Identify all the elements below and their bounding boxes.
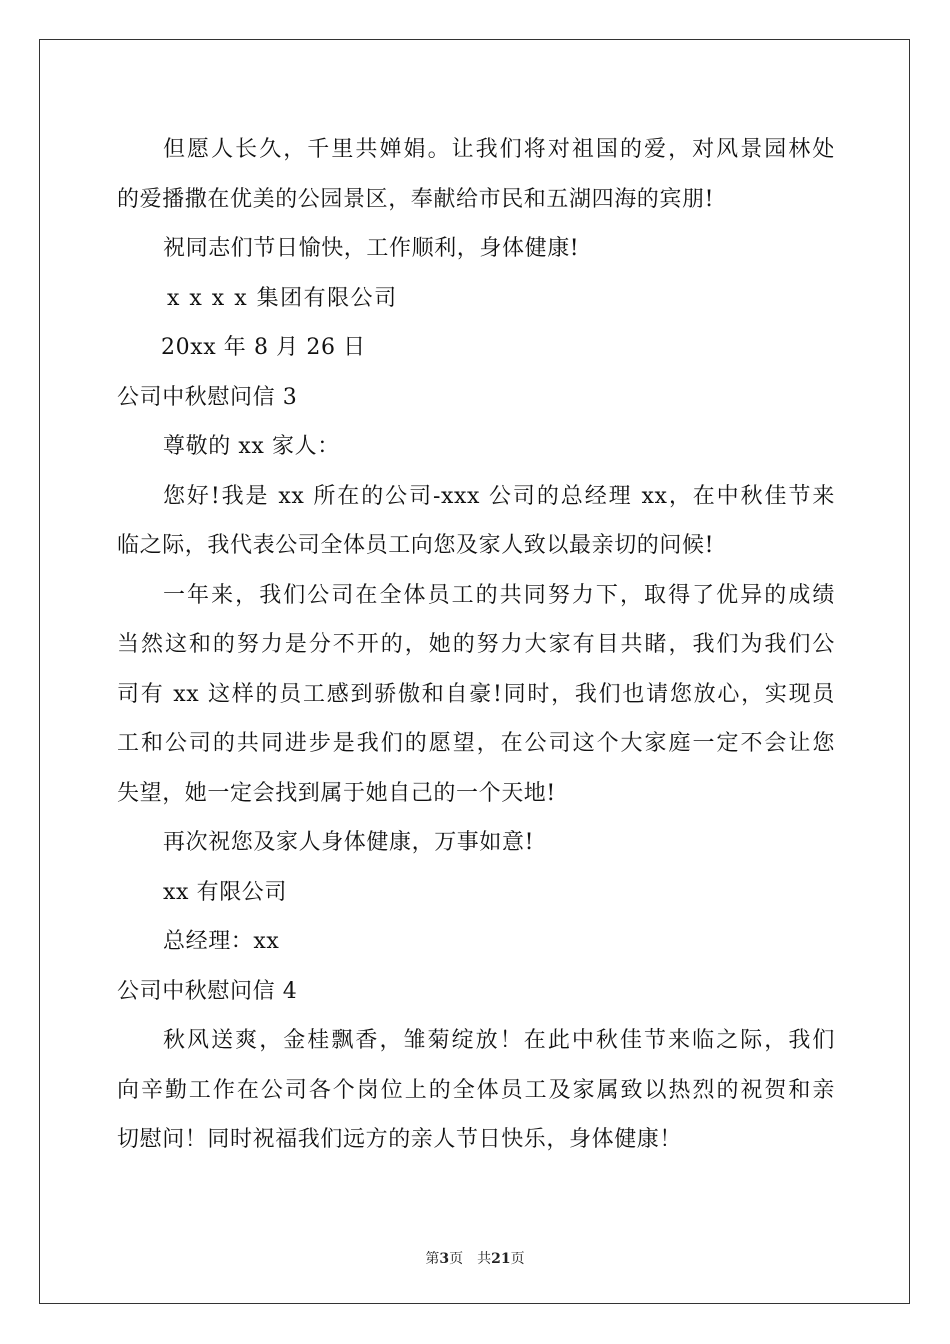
- current-page-number: 3: [439, 1251, 450, 1267]
- page-number-footer: [0, 1248, 950, 1268]
- paragraph-line: 您好!我是 xx 所在的公司-xxx 公司的总经理 xx，在中秋佳节来: [163, 483, 835, 509]
- footer-suffix: 页: [510, 1251, 525, 1267]
- total-page-number: 21: [491, 1251, 511, 1267]
- footer-mid: 页 共: [449, 1251, 492, 1267]
- section-heading: 公司中秋慰问信 3: [117, 384, 298, 410]
- manager-signature: 总经理：xx: [163, 929, 280, 954]
- paragraph-line: 工和公司的共同进步是我们的愿望，在公司这个大家庭一定不会让您: [117, 731, 835, 756]
- section-heading: 公司中秋慰问信 4: [117, 978, 298, 1004]
- salutation: 尊敬的 xx 家人：: [163, 434, 340, 459]
- document-body: [117, 125, 835, 1165]
- letter-date: 20xx 年 8 月 26 日: [161, 335, 366, 360]
- company-signature: xx 有限公司: [163, 879, 288, 905]
- paragraph-line: 但愿人长久，千里共婵娟。让我们将对祖国的爱，对风景园林处: [163, 137, 835, 162]
- paragraph-line: 失望，她一定会找到属于她自己的一个天地!: [117, 780, 556, 806]
- footer-prefix: 第: [425, 1251, 440, 1267]
- paragraph-line: 祝同志们节日愉快，工作顺利，身体健康!: [163, 236, 580, 261]
- paragraph-line: 切慰问！同时祝福我们远方的亲人节日快乐，身体健康！: [117, 1127, 683, 1152]
- paragraph-line: 临之际，我代表公司全体员工向您及家人致以最亲切的问候!: [117, 533, 715, 558]
- paragraph-line: 一年来，我们公司在全体员工的共同努力下，取得了优异的成绩: [163, 582, 835, 608]
- paragraph-line: 司有 xx 这样的员工感到骄傲和自豪!同时，我们也请您放心，实现员: [117, 681, 835, 707]
- paragraph-line: 当然这和的努力是分不开的，她的努力大家有目共睹，我们为我们公: [117, 632, 835, 657]
- paragraph-line: 的爱播撒在优美的公园景区，奉献给市民和五湖四海的宾朋!: [117, 186, 715, 212]
- paragraph-line: 再次祝您及家人身体健康，万事如意!: [163, 830, 535, 855]
- company-signature: x x x x 集团有限公司: [167, 285, 398, 311]
- paragraph-line: 秋风送爽，金桂飘香，雏菊绽放！在此中秋佳节来临之际，我们: [163, 1028, 835, 1053]
- paragraph-line: 向辛勤工作在公司各个岗位上的全体员工及家属致以热烈的祝贺和亲: [117, 1077, 835, 1103]
